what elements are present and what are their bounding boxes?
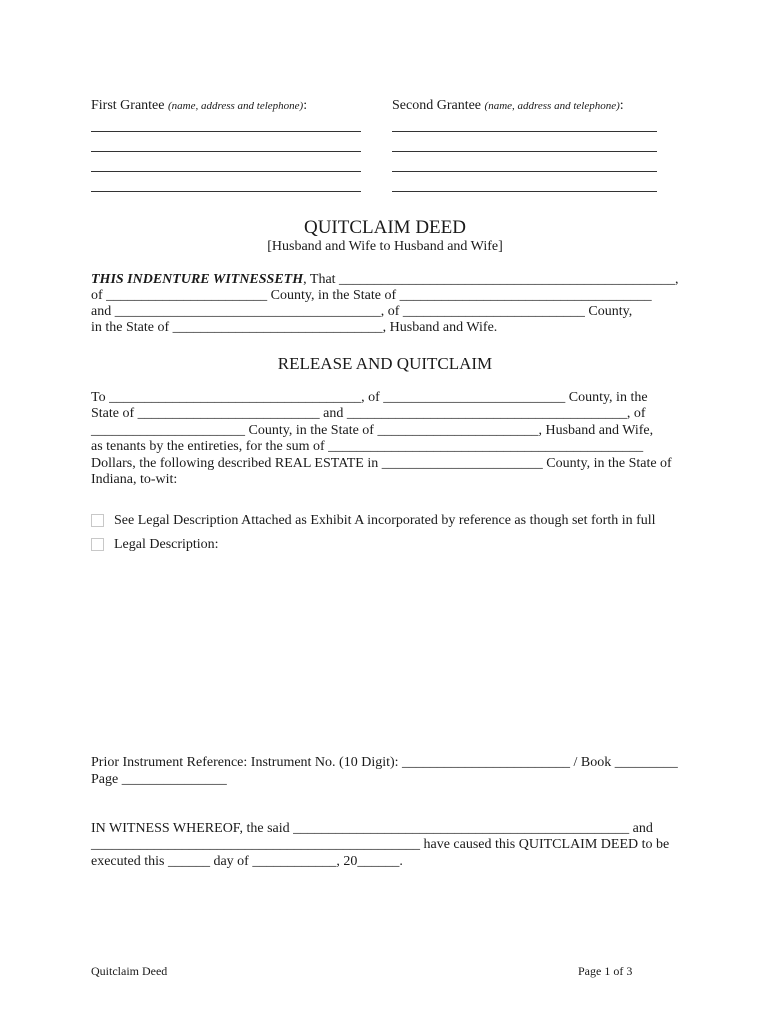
exhibit-a-checkbox[interactable] <box>91 514 104 527</box>
second-grantee-colon: : <box>619 98 624 113</box>
second-grantee-header <box>392 98 624 114</box>
release-line-6: Indiana, to-wit: <box>91 472 178 487</box>
first-grantee-line-1[interactable] <box>91 131 361 132</box>
second-grantee-line-2[interactable] <box>392 151 657 152</box>
release-heading: RELEASE AND QUITCLAIM <box>277 354 493 373</box>
first-grantee-hint: (name, address and telephone) <box>167 100 304 112</box>
release-line-1: To ____________________________________, of __________________________ County, in the <box>91 390 648 405</box>
document-subtitle: [Husband and Wife to Husband and Wife] <box>267 239 503 254</box>
indenture-line-3: and ______________________________________, of __________________________ County, <box>91 304 633 319</box>
release-line-3: ______________________ County, in the State of _______________________, Husband and Wife, <box>91 423 654 438</box>
witness-line-1: IN WITNESS WHEREOF, the said ________________________________________________ and <box>91 821 653 836</box>
first-grantee-colon: : <box>303 98 308 113</box>
prior-instrument-line-2: Page _______________ <box>91 772 227 787</box>
indenture-lead: THIS INDENTURE WITNESSETH <box>91 272 304 287</box>
indenture-line-1 <box>91 272 679 288</box>
document-title: QUITCLAIM DEED <box>303 217 466 238</box>
release-line-4: as tenants by the entireties, for the sum of _____________________________________________ <box>91 439 644 454</box>
indenture-line-4: in the State of ______________________________, Husband and Wife. <box>91 320 498 335</box>
first-grantee-label: First Grantee <box>91 98 168 113</box>
first-grantee-line-3[interactable] <box>91 171 361 172</box>
first-grantee-line-2[interactable] <box>91 151 361 152</box>
second-grantee-line-1[interactable] <box>392 131 657 132</box>
footer-page-number: Page 1 of 3 <box>578 964 633 978</box>
second-grantee-label: Second Grantee <box>392 98 485 113</box>
release-line-2: State of __________________________ and ________________________________________, of <box>91 406 646 421</box>
witness-line-3: executed this ______ day of ____________, 20______. <box>91 854 403 869</box>
footer-left: Quitclaim Deed <box>91 964 168 978</box>
prior-instrument-line-1: Prior Instrument Reference: Instrument No. (10 Digit): ________________________ / Book _________ <box>91 755 678 770</box>
second-grantee-hint: (name, address and telephone) <box>484 100 620 112</box>
second-grantee-line-3[interactable] <box>392 171 657 172</box>
indenture-line-1-text: , That ________________________________________________, <box>303 272 679 287</box>
indenture-line-2: of _______________________ County, in the State of ____________________________________ <box>91 288 652 303</box>
second-grantee-line-4[interactable] <box>392 191 657 192</box>
release-line-5: Dollars, the following described REAL ESTATE in _______________________ County, in the State of <box>91 456 672 471</box>
first-grantee-header <box>91 98 307 114</box>
first-grantee-line-4[interactable] <box>91 191 361 192</box>
legal-description-checkbox[interactable] <box>91 538 104 551</box>
legal-description-label: Legal Description: <box>114 537 219 552</box>
exhibit-a-label: See Legal Description Attached as Exhibit A incorporated by reference as though set forth in full <box>114 513 656 528</box>
witness-line-2: _______________________________________________ have caused this QUITCLAIM DEED to be <box>91 837 670 852</box>
